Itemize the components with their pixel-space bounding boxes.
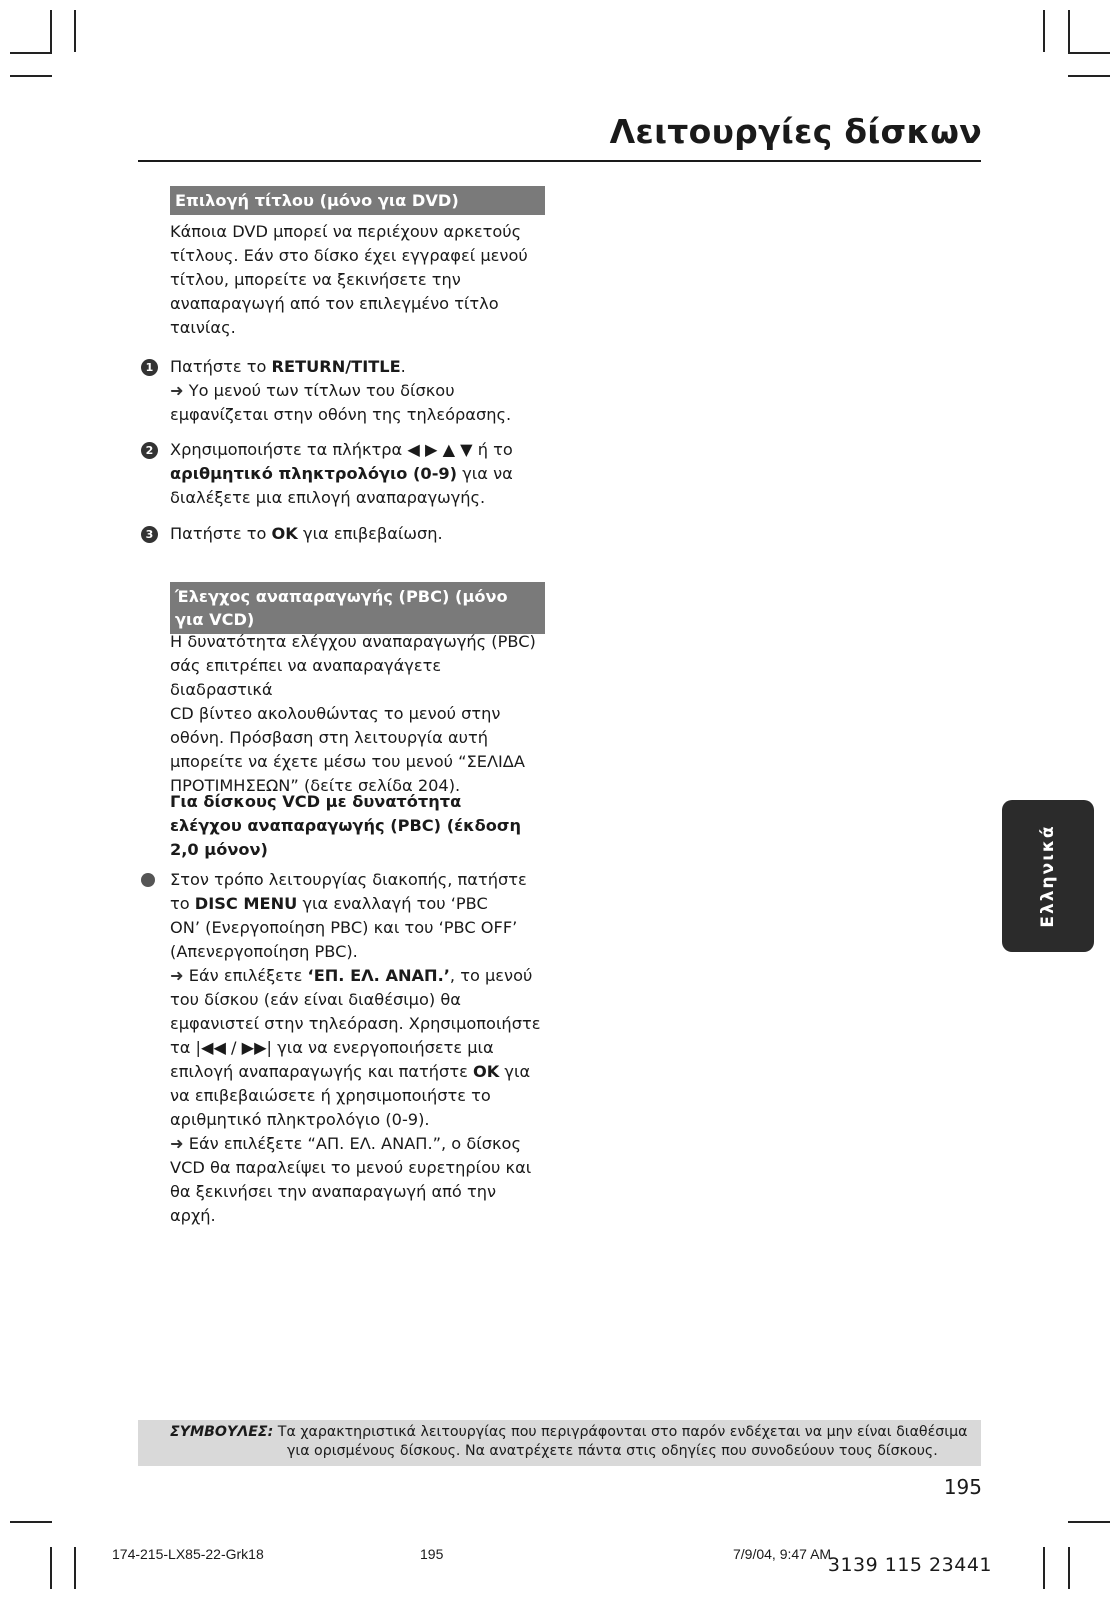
crop-mark: [1068, 1547, 1070, 1589]
footer-page: 195: [420, 1546, 444, 1562]
button-name: OK: [472, 1062, 500, 1081]
result-arrow-icon: ➜: [170, 381, 184, 400]
button-name: DISC MENU: [194, 894, 298, 913]
bullet-text: για εναλλαγή του ‘PBC: [297, 894, 488, 913]
intro-line: μπορείτε να έχετε μέσω του μενού “ΣΕΛΙΔΑ: [170, 752, 525, 771]
crop-mark: [1043, 10, 1045, 52]
step-number-1: 1: [141, 359, 158, 376]
bullet-text: το: [170, 894, 195, 913]
section2-intro: [170, 630, 545, 798]
section1-intro: [170, 220, 545, 340]
crop-mark: [10, 75, 52, 77]
intro-line: ΠΡΟΤΙΜΗΣΕΩΝ” (δείτε σελίδα 204).: [170, 776, 461, 795]
intro-line: σάς επιτρέπει να αναπαραγάγετε διαδραστικά: [170, 656, 442, 699]
step-text: για επιβεβαίωση.: [297, 524, 443, 543]
language-tab-label: Ελληνικά: [1038, 824, 1058, 928]
language-tab: [1002, 800, 1094, 952]
intro-line: τίτλους. Εάν στο δίσκο έχει εγγραφεί μενού: [170, 246, 528, 265]
result-text: Υο μενού των τίτλων του δίσκου: [188, 381, 455, 400]
result-text: , το μενού: [449, 966, 533, 985]
subheading-line: Για δίσκους VCD με δυνατότητα: [170, 792, 462, 811]
result-text: θα ξεκινήσει την αναπαραγωγή από την: [170, 1182, 497, 1201]
result-text: του δίσκου (εάν είναι διαθέσιμο) θα: [170, 990, 461, 1009]
tips-text: για ορισμένους δίσκους. Να ανατρέχετε πάντα στις οδηγίες που συνοδεύουν τους δίσκους.: [287, 1443, 938, 1459]
step-3: [170, 522, 545, 546]
step-text: .: [400, 357, 406, 376]
result-text: τα |◀◀ / ▶▶| για να ενεργοποιήσετε μια: [170, 1038, 494, 1057]
intro-line: αναπαραγωγή από τον επιλεγμένο τίτλο: [170, 294, 499, 313]
tips-box: [138, 1420, 981, 1466]
crop-mark: [1068, 10, 1070, 52]
section-heading-pbc: [170, 582, 545, 634]
result-text: για: [499, 1062, 531, 1081]
intro-line: οθόνη. Πρόσβαση στη λειτουργία αυτή: [170, 728, 489, 747]
result-text: Εάν επιλέξετε “ΑΠ. ΕΛ. ΑΝΑΠ.”, ο δίσκος: [188, 1134, 521, 1153]
bullet-dot: [141, 873, 155, 887]
subheading-vcd-pbc: [170, 790, 545, 862]
crop-mark: [50, 1547, 52, 1589]
step-text: για να: [457, 464, 513, 483]
button-name: OK: [271, 524, 298, 543]
result-text: VCD θα παραλείψει το μενού ευρετηρίου και: [170, 1158, 532, 1177]
crop-mark: [1068, 1521, 1110, 1523]
crop-mark: [10, 1521, 52, 1523]
intro-line: τίτλου, μπορείτε να ξεκινήσετε την: [170, 270, 461, 289]
crop-mark: [1068, 52, 1110, 54]
intro-line: CD βίντεο ακολουθώντας το μενού στην: [170, 704, 501, 723]
crop-mark: [50, 10, 52, 52]
footer-file: 174-215-LX85-22-Grk18: [112, 1546, 264, 1562]
button-name: RETURN/TITLE: [271, 357, 401, 376]
title-rule: [138, 160, 981, 162]
step-text: Πατήστε το: [170, 357, 272, 376]
step-2: [170, 438, 545, 510]
subheading-line: 2,0 μόνον): [170, 840, 268, 859]
step-text: Χρησιμοποιήστε τα πλήκτρα ◀ ▶ ▲ ▼ ή το: [170, 440, 513, 459]
step-text: διαλέξετε μια επιλογή αναπαραγωγής.: [170, 488, 486, 507]
page-number: 195: [943, 1475, 982, 1499]
result-text: εμφανίζεται στην οθόνη της τηλεόρασης.: [170, 405, 512, 424]
result-text: να επιβεβαιώσετε ή χρησιμοποιήστε το: [170, 1086, 491, 1105]
option-name: ‘ΕΠ. ΕΛ. ΑΝΑΠ.’: [307, 966, 450, 985]
heading-line: Έλεγχος αναπαραγωγής (PBC) (μόνο: [175, 587, 508, 606]
crop-mark: [10, 52, 52, 54]
result-text: Εάν επιλέξετε: [188, 966, 308, 985]
step-number-2: 2: [141, 442, 158, 459]
intro-line: Κάποια DVD μπορεί να περιέχουν αρκετούς: [170, 222, 522, 241]
result-arrow-icon: ➜: [170, 966, 184, 985]
intro-line: Η δυνατότητα ελέγχου αναπαραγωγής (PBC): [170, 632, 536, 651]
step-number-3: 3: [141, 526, 158, 543]
crop-mark: [74, 10, 76, 52]
button-name: αριθμητικό πληκτρολόγιο (0-9): [170, 464, 458, 483]
bullet-text: Στον τρόπο λειτουργίας διακοπής, πατήστε: [170, 870, 527, 889]
result-text: αρχή.: [170, 1206, 216, 1225]
crop-mark: [74, 1547, 76, 1589]
bullet-text: (Απενεργοποίηση PBC).: [170, 942, 358, 961]
page-title: Λειτουργίες δίσκων: [609, 112, 982, 151]
step-text: Πατήστε το: [170, 524, 272, 543]
result-text: αριθμητικό πληκτρολόγιο (0-9).: [170, 1110, 430, 1129]
intro-line: ταινίας.: [170, 318, 236, 337]
tips-label: ΣΥΜΒΟΥΛΕΣ:: [170, 1424, 274, 1440]
heading-line: για VCD): [175, 610, 255, 629]
bullet-text: ON’ (Ενεργοποίηση PBC) και του ‘PBC OFF’: [170, 918, 518, 937]
crop-mark: [1068, 75, 1110, 77]
subheading-line: ελέγχου αναπαραγωγής (PBC) (έκδοση: [170, 816, 521, 835]
tips-text: Τα χαρακτηριστικά λειτουργίας που περιγράφονται στο παρόν ενδέχεται να μην είναι διαθέσιμα: [273, 1424, 968, 1440]
bullet-pbc-toggle: [170, 868, 545, 1228]
step-1: [170, 355, 545, 427]
section-heading-title-selection: Επιλογή τίτλου (μόνο για DVD): [170, 186, 545, 215]
result-text: εμφανιστεί στην τηλεόραση. Χρησιμοποιήστε: [170, 1014, 541, 1033]
footer-datetime: 7/9/04, 9:47 AM: [733, 1546, 832, 1562]
crop-mark: [1043, 1547, 1045, 1589]
result-arrow-icon: ➜: [170, 1134, 184, 1153]
result-text: επιλογή αναπαραγωγής και πατήστε: [170, 1062, 473, 1081]
footer-code: 3139 115 23441: [827, 1554, 992, 1576]
